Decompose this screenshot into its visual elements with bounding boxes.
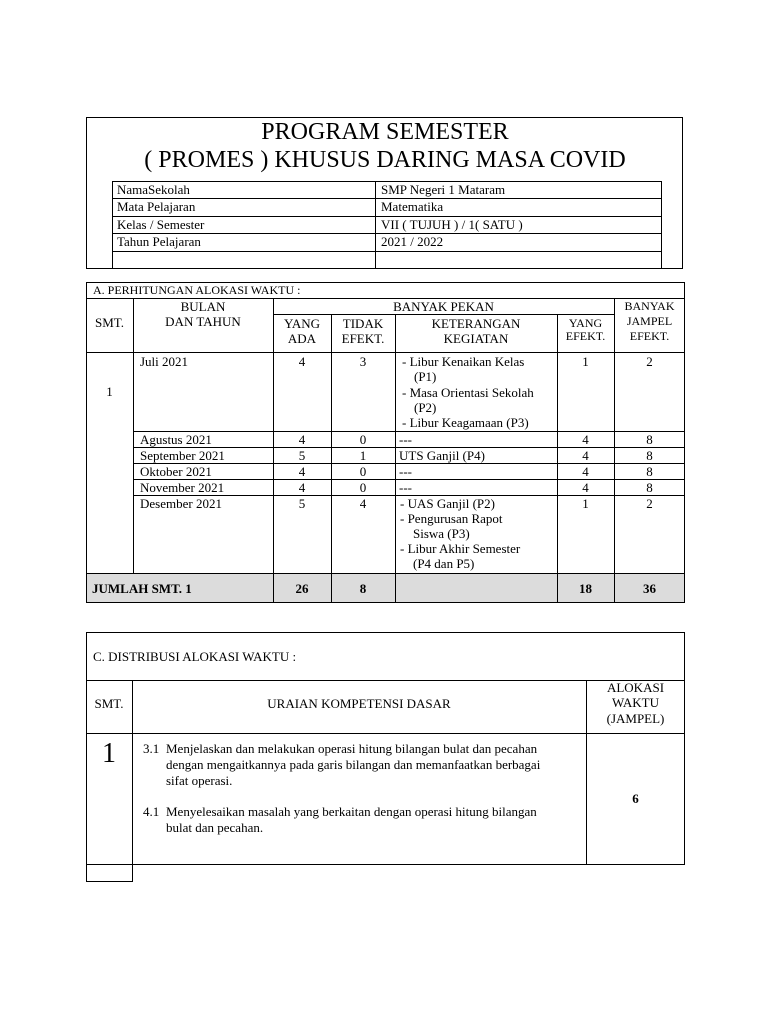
row-jampel: 8	[646, 432, 653, 447]
info-value-school: SMP Negeri 1 Mataram	[381, 182, 506, 197]
kd-number: 3.1	[143, 741, 160, 756]
row-keterangan: (P2)	[414, 400, 437, 415]
info-label-school: NamaSekolah	[117, 182, 190, 197]
kd-text-line: Menjelaskan dan melakukan operasi hitung bilangan bulat dan pecahan	[166, 741, 538, 756]
info-label-class: Kelas / Semester	[117, 217, 205, 232]
row-bulan: September 2021	[140, 448, 225, 463]
kd-text-line: bulat dan pecahan.	[166, 820, 264, 835]
row-keterangan: - Libur Keagamaan (P3)	[402, 415, 529, 430]
row-keterangan: ---	[399, 480, 412, 495]
row-keterangan: - UAS Ganjil (P2)	[400, 496, 495, 511]
semester-number-large: 1	[102, 738, 116, 769]
section-c-title: C. DISTRIBUSI ALOKASI WAKTU :	[93, 649, 297, 664]
semester-number: 1	[106, 384, 113, 399]
row-yang-efekt: 4	[582, 448, 589, 463]
row-keterangan: ---	[399, 432, 412, 447]
row-yang-efekt: 4	[582, 464, 589, 479]
col-alokasi-header-3: (JAMPEL)	[606, 711, 665, 726]
col-jampel-header-3: EFEKT.	[629, 329, 670, 343]
row-keterangan: - Masa Orientasi Sekolah	[402, 385, 534, 400]
row-keterangan: ---	[399, 464, 412, 479]
kd-text-line: sifat operasi.	[166, 773, 233, 788]
kd-text-line: Menyelesaikan masalah yang berkaitan dengan operasi hitung bilangan	[166, 804, 537, 819]
info-value-year: 2021 / 2022	[381, 234, 444, 249]
row-tidak-efekt: 4	[359, 496, 367, 511]
col-keterangan-header-2: KEGIATAN	[443, 331, 509, 346]
col-alokasi-header-2: WAKTU	[612, 695, 659, 710]
total-yang-efekt: 18	[579, 581, 592, 596]
total-jampel: 36	[643, 581, 656, 596]
row-yang-ada: 4	[298, 480, 306, 495]
kd-text-line: dengan mengaitkannya pada garis bilangan dan memanfaatkan berbagai	[166, 757, 541, 772]
row-tidak-efekt: 0	[359, 432, 367, 447]
col-jampel-header-1: BANYAK	[624, 299, 675, 313]
col-tidak-header-2: EFEKT.	[341, 331, 385, 346]
col-yang-ada-header-1: YANG	[283, 316, 321, 331]
row-yang-ada: 4	[298, 464, 306, 479]
row-yang-ada: 5	[298, 496, 306, 511]
col-yang-efekt-header-2: EFEKT.	[565, 329, 606, 343]
row-jampel: 8	[646, 448, 653, 463]
row-keterangan: (P4 dan P5)	[413, 556, 475, 571]
row-yang-efekt: 4	[582, 432, 589, 447]
col-bulan-header-2: DAN TAHUN	[165, 314, 241, 329]
row-bulan: November 2021	[140, 480, 225, 495]
row-jampel: 2	[646, 496, 653, 511]
section-a-title: A. PERHITUNGAN ALOKASI WAKTU :	[93, 283, 301, 297]
col-smt-header: SMT.	[94, 696, 124, 711]
row-tidak-efekt: 1	[359, 448, 367, 463]
info-label-year: Tahun Pelajaran	[117, 234, 201, 249]
col-keterangan-header-1: KETERANGAN	[431, 316, 521, 331]
row-keterangan: - Libur Kenaikan Kelas	[402, 354, 525, 369]
total-yang-ada: 26	[295, 581, 309, 596]
col-smt-header: SMT.	[94, 315, 124, 330]
row-keterangan: (P1)	[414, 369, 437, 384]
row-jampel: 8	[646, 480, 653, 495]
row-tidak-efekt: 0	[359, 480, 367, 495]
row-keterangan: UTS Ganjil (P4)	[399, 448, 485, 463]
row-bulan: Oktober 2021	[140, 464, 212, 479]
col-tidak-header-1: TIDAK	[342, 316, 384, 331]
row-bulan: Juli 2021	[140, 354, 189, 369]
row-yang-efekt: 1	[582, 496, 589, 511]
row-keterangan: - Pengurusan Rapot	[400, 511, 503, 526]
row-bulan: Agustus 2021	[140, 432, 212, 447]
page-title-line2: ( PROMES ) KHUSUS DARING MASA COVID	[144, 147, 626, 173]
info-label-subject: Mata Pelajaran	[117, 199, 196, 214]
col-yang-efekt-header-1: YANG	[568, 316, 603, 330]
col-banyak-pekan-header: BANYAK PEKAN	[393, 299, 494, 314]
col-jampel-header-2: JAMPEL	[626, 314, 673, 328]
row-keterangan: Siswa (P3)	[413, 526, 470, 541]
col-yang-ada-header-2: ADA	[287, 331, 317, 346]
row-keterangan: - Libur Akhir Semester	[400, 541, 521, 556]
kd-number: 4.1	[143, 804, 160, 819]
row-yang-efekt: 1	[582, 354, 589, 369]
row-yang-ada: 5	[298, 448, 306, 463]
total-label: JUMLAH SMT. 1	[92, 581, 192, 596]
row-tidak-efekt: 3	[359, 354, 367, 369]
row-yang-efekt: 4	[582, 480, 589, 495]
col-alokasi-header-1: ALOKASI	[606, 680, 665, 695]
row-jampel: 2	[646, 354, 653, 369]
info-value-class: VII ( TUJUH ) / 1( SATU )	[381, 217, 523, 232]
row-yang-ada: 4	[298, 354, 306, 369]
row-tidak-efekt: 0	[359, 464, 367, 479]
row-jampel: 8	[646, 464, 653, 479]
total-tidak-efekt: 8	[359, 581, 367, 596]
col-bulan-header-1: BULAN	[180, 299, 226, 314]
page-title-line1: PROGRAM SEMESTER	[261, 119, 509, 145]
info-value-subject: Matematika	[381, 199, 444, 214]
row-yang-ada: 4	[298, 432, 306, 447]
alokasi-value: 6	[632, 791, 639, 806]
col-uraian-header: URAIAN KOMPETENSI DASAR	[267, 696, 451, 711]
row-bulan: Desember 2021	[140, 496, 222, 511]
